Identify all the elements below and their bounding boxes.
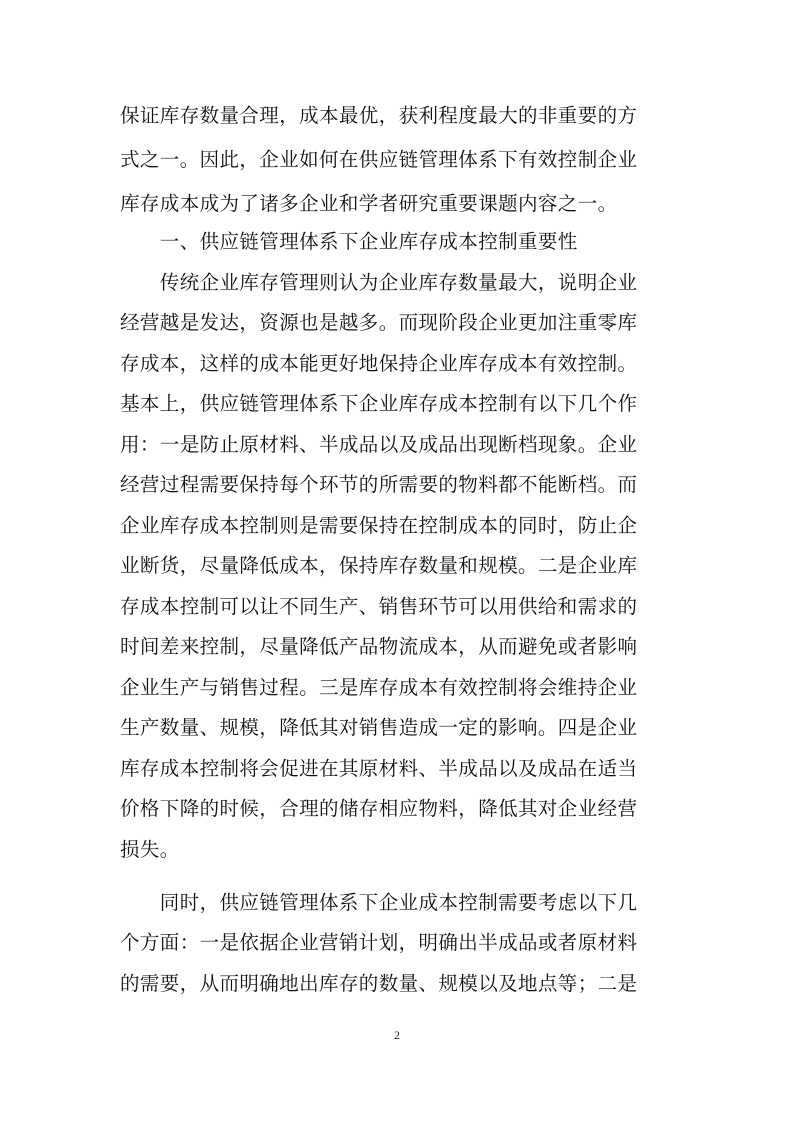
body-text-line: 经营越是发达，资源也是越多。而现阶段企业更加注重零库 <box>120 311 638 334</box>
body-text-line: 企业库存成本控制则是需要保持在控制成本的同时，防止企 <box>120 514 638 537</box>
body-text-line: 经营过程需要保持每个环节的所需要的物料都不能断档。而 <box>120 473 638 496</box>
body-text-line: 式之一。因此，企业如何在供应链管理体系下有效控制企业 <box>120 148 638 171</box>
body-text-line: 生产数量、规模，降低其对销售造成一定的影响。四是企业 <box>120 716 638 739</box>
body-text-line: 同时，供应链管理体系下企业成本控制需要考虑以下几 <box>120 891 638 914</box>
body-text-line: 传统企业库存管理则认为企业库存数量最大，说明企业 <box>120 271 638 294</box>
body-text-line: 存成本，这样的成本能更好地保持企业库存成本有效控制。 <box>120 352 638 375</box>
page-number: 2 <box>394 1028 400 1042</box>
body-text-line: 存成本控制可以让不同生产、销售环节可以用供给和需求的 <box>120 595 638 618</box>
body-text-line: 保证库存数量合理，成本最优，获利程度最大的非重要的方 <box>120 104 638 127</box>
body-text-line: 库存成本控制将会促进在其原材料、半成品以及成品在适当 <box>120 757 638 780</box>
body-text-line: 业断货，尽量降低成本，保持库存数量和规模。二是企业库 <box>120 554 638 577</box>
body-text-line: 时间差来控制，尽量降低产品物流成本，从而避免或者影响 <box>120 635 638 658</box>
body-text-line: 个方面：一是依据企业营销计划，明确出半成品或者原材料 <box>120 931 638 954</box>
body-text-line: 损失。 <box>120 838 180 861</box>
body-text-line: 用：一是防止原材料、半成品以及成品出现断档现象。企业 <box>120 433 638 456</box>
body-text-line: 价格下降的时候，合理的储存相应物料，降低其对企业经营 <box>120 797 638 820</box>
section-heading: 一、供应链管理体系下企业库存成本控制重要性 <box>120 230 578 253</box>
body-text-line: 基本上，供应链管理体系下企业库存成本控制有以下几个作 <box>120 392 638 415</box>
body-text-line: 的需要，从而明确地出库存的数量、规模以及地点等；二是 <box>120 972 638 995</box>
body-text-line: 库存成本成为了诸多企业和学者研究重要课题内容之一。 <box>120 192 618 215</box>
body-text-line: 企业生产与销售过程。三是库存成本有效控制将会维持企业 <box>120 676 638 699</box>
